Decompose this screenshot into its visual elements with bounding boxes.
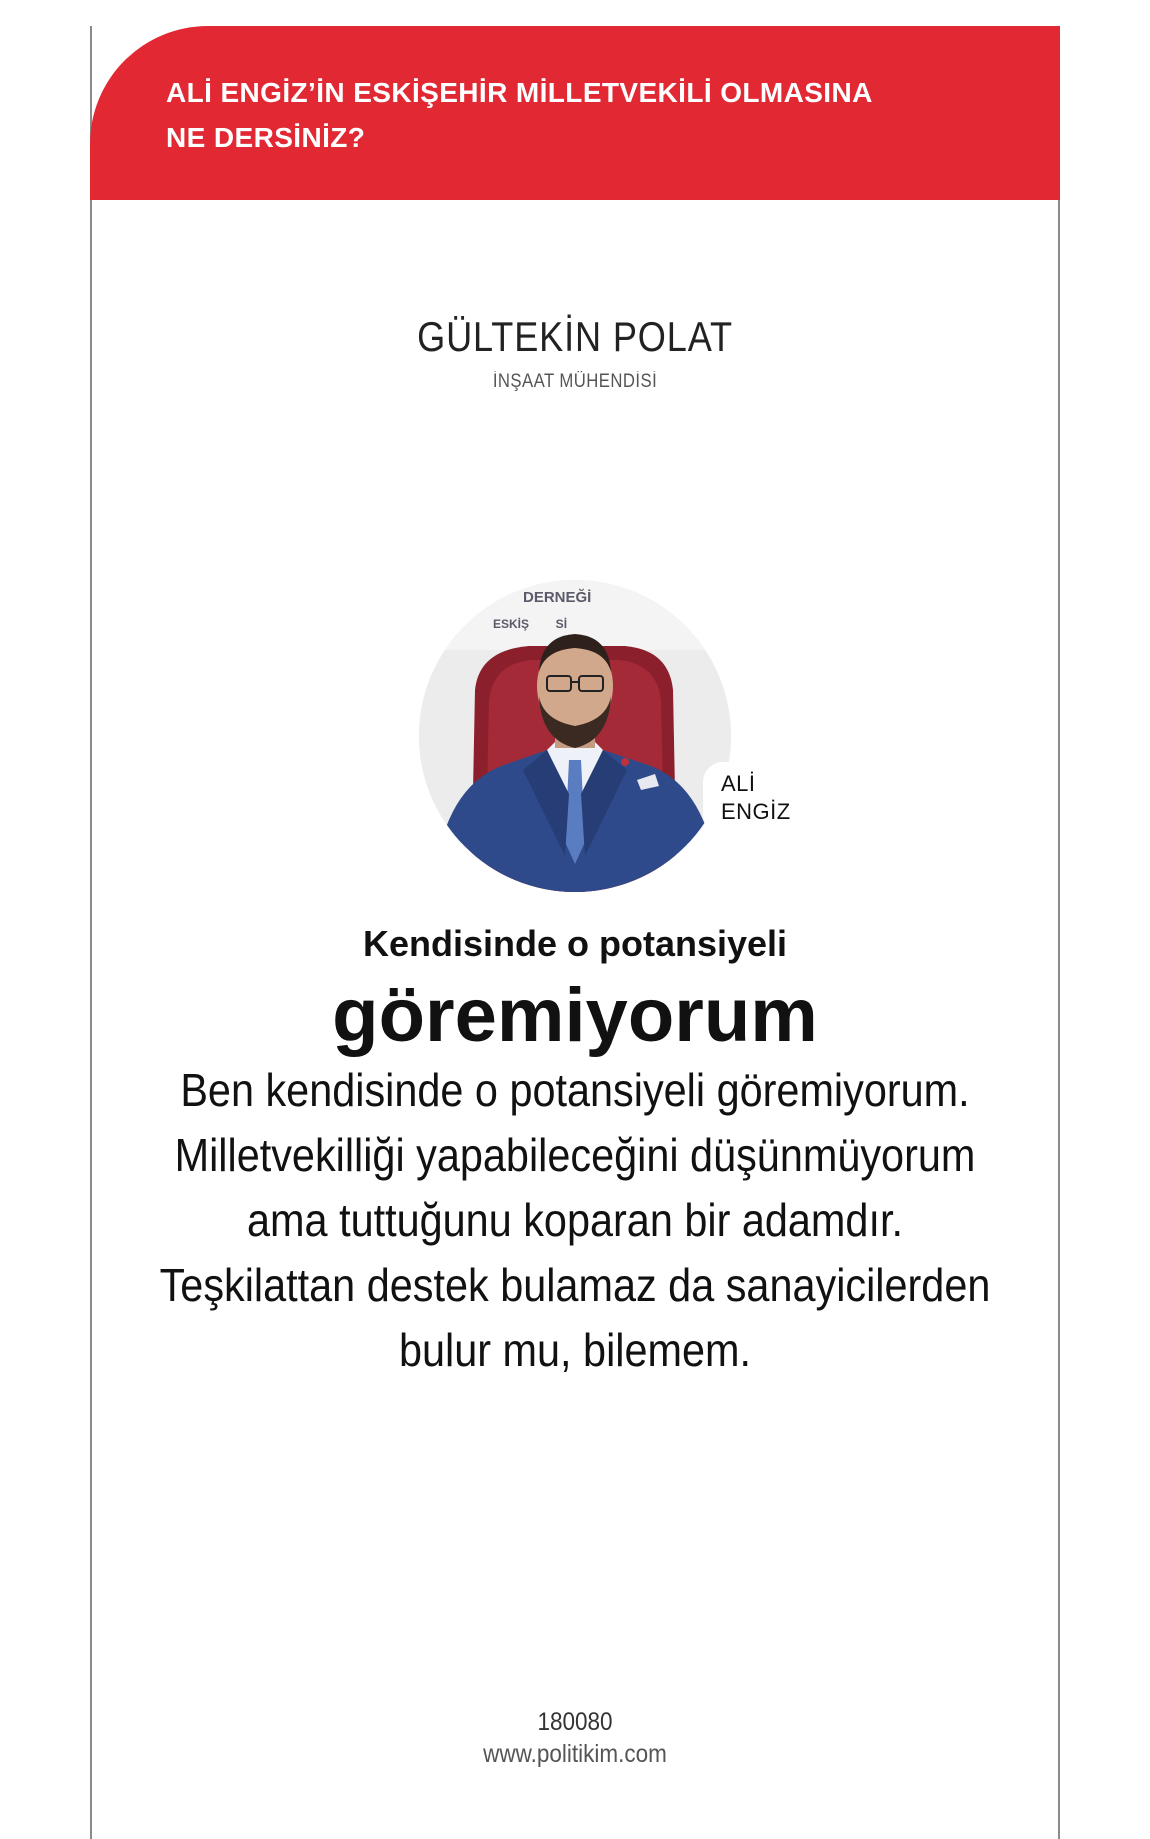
quote-line: Ben kendisinde o potansiyeli göremiyorum. xyxy=(180,1064,970,1116)
quote-body xyxy=(148,1058,1003,1383)
post-code: 180080 xyxy=(537,1708,613,1736)
subject-name-tag xyxy=(703,762,793,834)
subject-name-line2: ENGİZ xyxy=(721,799,791,824)
subject-photo-illustration xyxy=(419,580,731,892)
header-title xyxy=(166,70,966,160)
header-title-line2: NE DERSİNİZ? xyxy=(166,122,366,153)
quote-line: Milletvekilliği yapabileceğini düşünmüyorum xyxy=(174,1129,976,1181)
author-title: İNŞAAT MÜHENDİSİ xyxy=(492,371,658,392)
header-title-line1: ALİ ENGİZ’İN ESKİŞEHİR MİLLETVEKİLİ OLMASINA xyxy=(166,77,873,108)
photo-sign-line2: ESKİŞ Sİ xyxy=(493,617,568,631)
author-name: GÜLTEKİN POLAT xyxy=(417,313,733,360)
header-banner xyxy=(90,26,1060,200)
photo-sign-line1: DERNEĞİ xyxy=(523,589,592,606)
site-link[interactable]: www.politikim.com xyxy=(483,1740,667,1768)
headline-big: göremiyorum xyxy=(332,973,818,1058)
subject-photo xyxy=(419,580,731,892)
quote-line: Teşkilattan destek bulamaz da sanayicilerden xyxy=(159,1259,991,1311)
quote-line: ama tuttuğunu koparan bir adamdır. xyxy=(247,1194,903,1246)
subject-name-line1: ALİ xyxy=(721,771,756,796)
headline-small: Kendisinde o potansiyeli xyxy=(362,923,788,964)
quote-line: bulur mu, bilemem. xyxy=(398,1324,752,1376)
